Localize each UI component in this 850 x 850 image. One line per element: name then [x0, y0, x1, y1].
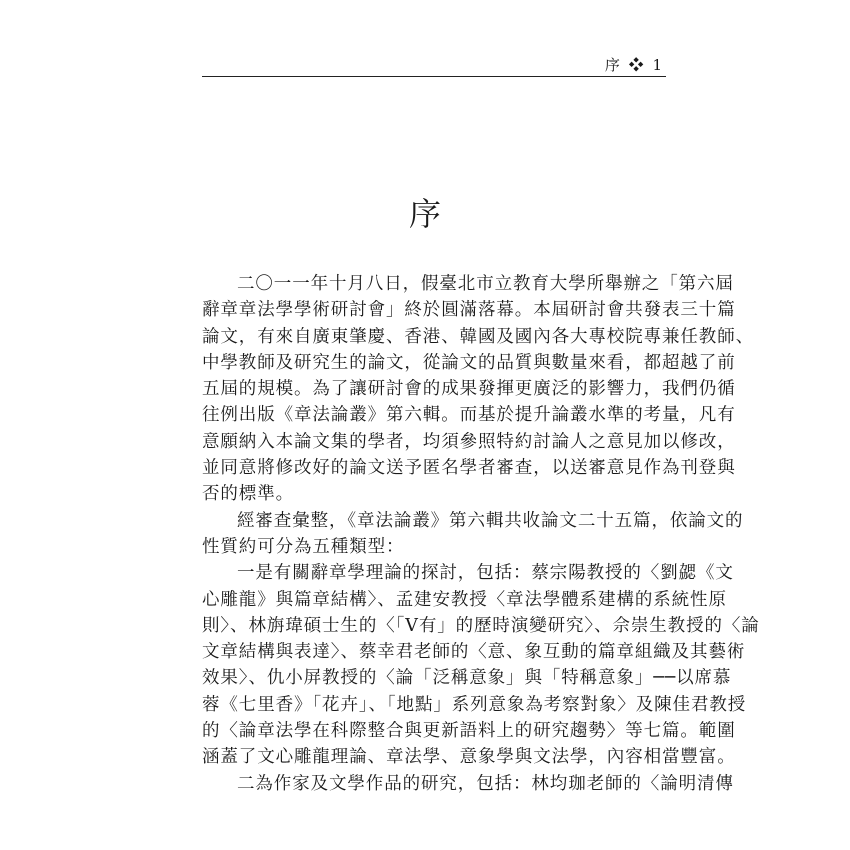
text-line: 性質約可分為五種類型：: [202, 536, 405, 557]
text-line: 否的標準。: [202, 484, 294, 505]
running-head: 序 ❖ 1: [604, 56, 664, 74]
text-line: 蓉《七里香》「花卉」、「地點」系列意象為考察對象〉及陳佳君教授: [202, 694, 747, 715]
text-line: 心雕龍》與篇章結構〉、孟建安教授〈章法學體系建構的系統性原: [202, 589, 727, 610]
chapter-title: 序: [408, 195, 441, 234]
paragraph: [202, 560, 760, 770]
paragraph: [202, 771, 734, 797]
text-line: 辭章章法學學術研討會」終於圓滿落幕。本屆研討會共發表三十篇: [202, 300, 736, 321]
body-text: [202, 271, 760, 797]
text-line: 經審查彙整，《章法論叢》第六輯共收論文二十五篇，依論文的: [237, 510, 744, 531]
text-line: 中學教師及研究生的論文，從論文的品質與數量來看，都超越了前: [202, 352, 736, 373]
paragraph: [202, 271, 754, 508]
text-line: 涵蓋了文心雕龍理論、章法學、意象學與文法學，內容相當豐富。: [202, 747, 736, 768]
text-line: 文章結構與表達〉、蔡幸君老師的〈意、象互動的篇章組織及其藝術: [202, 642, 746, 663]
text-line: 二為作家及文學作品的研究，包括：林均珈老師的〈論明清傳: [237, 773, 734, 794]
text-line: 的〈論章法學在科際整合與更新語料上的研究趨勢〉等七篇。範圍: [202, 721, 736, 742]
text-line: 效果〉、仇小屏教授的〈論「泛稱意象」與「特稱意象」──以席慕: [202, 668, 732, 689]
text-line: 則〉、林旃瑋碩士生的〈「V有」的歷時演變研究〉、佘崇生教授的〈論: [202, 615, 760, 636]
text-line: 往例出版《章法論叢》第六輯。而基於提升論叢水準的考量，凡有: [202, 405, 736, 426]
text-line: 並同意將修改好的論文送予匿名學者審查，以送審意見作為刊登與: [202, 458, 736, 479]
text-line: 意願納入本論文集的學者，均須參照特約討論人之意見加以修改，: [202, 431, 736, 452]
text-line: 一是有關辭章學理論的探討，包括：蔡宗陽教授的〈劉勰《文: [237, 563, 734, 584]
text-line: 論文，有來自廣東肇慶、香港、韓國及國內各大專校院專兼任教師、: [202, 326, 754, 347]
paragraph: [202, 508, 744, 561]
header-rule: [202, 76, 666, 77]
text-line: 五屆的規模。為了讓研討會的成果發揮更廣泛的影響力，我們仍循: [202, 379, 736, 400]
text-line: 二〇一一年十月八日，假臺北市立教育大學所舉辦之「第六屆: [237, 274, 734, 294]
